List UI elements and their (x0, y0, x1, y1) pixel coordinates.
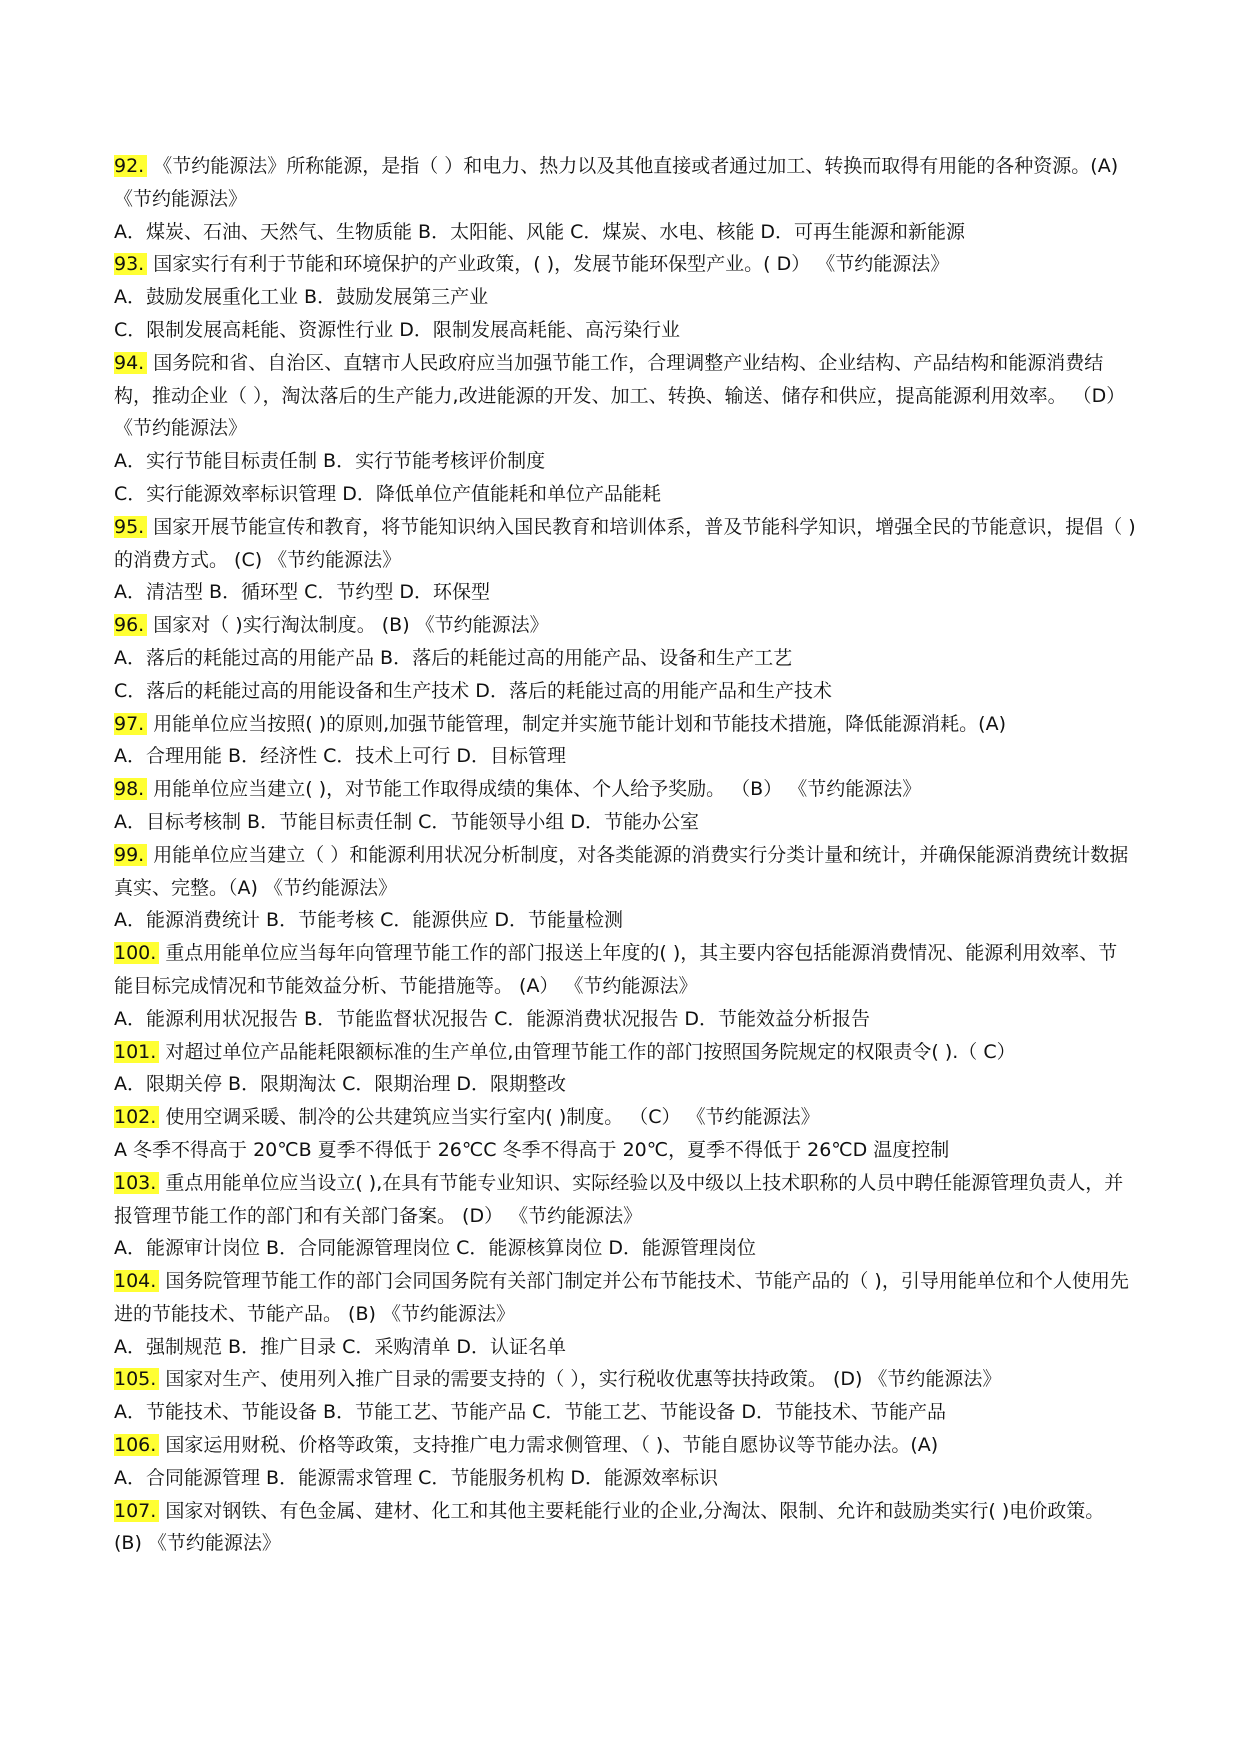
question-block (114, 1495, 1136, 1561)
question-block (114, 1363, 1136, 1429)
question-text: 《节约能源法》所称能源，是指（ ）和电力、热力以及其他直接或者通过加工、转换而取得有用能的各种资源。(A) 《节约能源法》 (114, 155, 1119, 210)
answer-options-line: A．煤炭、石油、天然气、生物质能 B．太阳能、风能 C．煤炭、水电、核能 D．可再生能源和新能源 (114, 220, 966, 243)
answer-options-line: C．落后的耗能过高的用能设备和生产技术 D．落后的耗能过高的用能产品和生产技术 (114, 679, 832, 702)
question-block (114, 1167, 1136, 1265)
answer-options-line: A．实行节能目标责任制 B．实行节能考核评价制度 (114, 450, 546, 473)
answer-options-line: A．能源审计岗位 B．合同能源管理岗位 C．能源核算岗位 D．能源管理岗位 (114, 1237, 757, 1260)
question-number: 93. (114, 253, 147, 275)
question-text: 用能单位应当按照( )的原则,加强节能管理，制定并实施节能计划和节能技术措施，降低能源消耗。(A) (153, 712, 1006, 735)
answer-options-line: A．节能技术、节能设备 B．节能工艺、节能产品 C．节能工艺、节能设备 D．节能技术、节能产品 (114, 1401, 947, 1424)
question-text-line (114, 1167, 1136, 1233)
question-text: 国家实行有利于节能和环境保护的产业政策，( )，发展节能环保型产业。( D） 《节约能源法》 (153, 253, 950, 276)
answer-options-line: A．强制规范 B．推广目录 C．采购清单 D．认证名单 (114, 1335, 567, 1358)
question-text-line (114, 511, 1136, 577)
question-text-line (114, 609, 1136, 642)
question-text: 使用空调采暖、制冷的公共建筑应当实行室内( )制度。 （C） 《节约能源法》 (165, 1106, 820, 1129)
question-text-line (114, 1101, 1136, 1134)
question-text: 国务院和省、自治区、直辖市人民政府应当加强节能工作，合理调整产业结构、企业结构、产品结构和能源消费结构，推动企业（ ），淘汰落后的生产能力,改进能源的开发、加工、转换、输送、储存和供应，提高能源利用效率。 （D） 《节约能源法》 (114, 351, 1126, 440)
question-block (114, 347, 1136, 511)
question-text: 对超过单位产品能耗限额标准的生产单位,由管理节能工作的部门按照国务院规定的权限责令( ).（ C） (165, 1040, 1016, 1063)
question-number: 95. (114, 516, 147, 538)
question-block (114, 609, 1136, 707)
question-text-line (114, 937, 1136, 1003)
question-number: 96. (114, 614, 147, 636)
question-text: 用能单位应当建立（ ）和能源利用状况分析制度，对各类能源的消费实行分类计量和统计，并确保能源消费统计数据真实、完整。（A) 《节约能源法》 (114, 843, 1129, 899)
question-number: 107. (114, 1500, 159, 1522)
answer-options-line: A．清洁型 B．循环型 C．节约型 D．环保型 (114, 581, 491, 604)
question-text: 国家对（ )实行淘汰制度。 (B) 《节约能源法》 (153, 614, 549, 637)
question-text-line (114, 248, 1136, 281)
question-text-line (114, 773, 1136, 806)
answer-options-line: C．实行能源效率标识管理 D．降低单位产值能耗和单位产品能耗 (114, 482, 661, 505)
question-text-line (114, 1363, 1136, 1396)
question-number: 92. (114, 155, 147, 177)
answer-options-line: A 冬季不得高于 20℃B 夏季不得低于 26℃C 冬季不得高于 20℃，夏季不得低于 26℃D 温度控制 (114, 1138, 950, 1161)
question-block (114, 248, 1136, 346)
answer-options-line: A．目标考核制 B．节能目标责任制 C．节能领导小组 D．节能办公室 (114, 810, 700, 833)
answer-options-line: C．限制发展高耗能、资源性行业 D．限制发展高耗能、高污染行业 (114, 318, 680, 341)
question-number: 97. (114, 713, 147, 735)
question-text: 国务院管理节能工作的部门会同国务院有关部门制定并公布节能技术、节能产品的（ )，引导用能单位和个人使用先进的节能技术、节能产品。 (B) 《节约能源法》 (114, 1270, 1129, 1325)
answer-options-line: A．合理用能 B．经济性 C．技术上可行 D．目标管理 (114, 745, 567, 768)
question-text: 国家运用财税、价格等政策，支持推广电力需求侧管理、（ )、节能自愿协议等节能办法。(A) (165, 1434, 939, 1457)
question-text-line (114, 708, 1136, 741)
question-number: 106. (114, 1434, 159, 1456)
question-text: 用能单位应当建立( )，对节能工作取得成绩的集体、个人给予奖励。 （B） 《节约能源法》 (153, 778, 922, 801)
question-number: 94. (114, 352, 147, 374)
question-number: 103. (114, 1172, 159, 1194)
question-text-line (114, 839, 1136, 905)
question-block (114, 773, 1136, 839)
question-block (114, 937, 1136, 1035)
question-block (114, 511, 1136, 609)
answer-options-line: A．合同能源管理 B．能源需求管理 C．节能服务机构 D．能源效率标识 (114, 1466, 719, 1489)
question-text-line (114, 1495, 1136, 1561)
question-number: 99. (114, 844, 147, 866)
document-body (114, 150, 1136, 1560)
answer-options-line: A．鼓励发展重化工业 B．鼓励发展第三产业 (114, 286, 489, 309)
question-block (114, 150, 1136, 248)
question-block (114, 1101, 1136, 1167)
question-number: 102. (114, 1106, 159, 1128)
question-text-line (114, 1429, 1136, 1462)
question-text: 国家对钢铁、有色金属、建材、化工和其他主要耗能行业的企业,分淘汰、限制、允许和鼓励类实行( )电价政策。 (B) 《节约能源法》 (114, 1499, 1105, 1555)
question-number: 104. (114, 1270, 159, 1292)
question-text: 国家开展节能宣传和教育，将节能知识纳入国民教育和培训体系，普及节能科学知识，增强全民的节能意识，提倡（ )的消费方式。 (C) 《节约能源法》 (114, 515, 1136, 571)
question-text: 重点用能单位应当设立( ),在具有节能专业知识、实际经验以及中级以上技术职称的人员中聘任能源管理负责人，并报管理节能工作的部门和有关部门备案。 (D） 《节约能源法》 (114, 1171, 1124, 1227)
answer-options-line: A．能源消费统计 B．节能考核 C．能源供应 D．节能量检测 (114, 909, 624, 932)
question-number: 105. (114, 1368, 159, 1390)
question-block (114, 1429, 1136, 1495)
question-number: 100. (114, 942, 159, 964)
answer-options-line: A．能源利用状况报告 B．节能监督状况报告 C．能源消费状况报告 D．节能效益分析报告 (114, 1007, 871, 1030)
question-block (114, 1265, 1136, 1363)
question-text-line (114, 1036, 1136, 1069)
answer-options-line: A．落后的耗能过高的用能产品 B．落后的耗能过高的用能产品、设备和生产工艺 (114, 646, 793, 669)
question-text: 国家对生产、使用列入推广目录的需要支持的（ ），实行税收优惠等扶持政策。 (D) 《节约能源法》 (165, 1368, 1002, 1391)
question-number: 98. (114, 778, 147, 800)
answer-options-line: A．限期关停 B．限期淘汰 C．限期治理 D．限期整改 (114, 1073, 567, 1096)
question-block (114, 839, 1136, 937)
question-block (114, 1036, 1136, 1102)
question-block (114, 708, 1136, 774)
question-text-line (114, 347, 1136, 445)
question-text: 重点用能单位应当每年向管理节能工作的部门报送上年度的( )，其主要内容包括能源消费情况、能源利用效率、节能目标完成情况和节能效益分析、节能措施等。 (A） 《节约能源法》 (114, 942, 1118, 997)
question-number: 101. (114, 1041, 159, 1063)
question-text-line (114, 150, 1136, 216)
question-text-line (114, 1265, 1136, 1331)
